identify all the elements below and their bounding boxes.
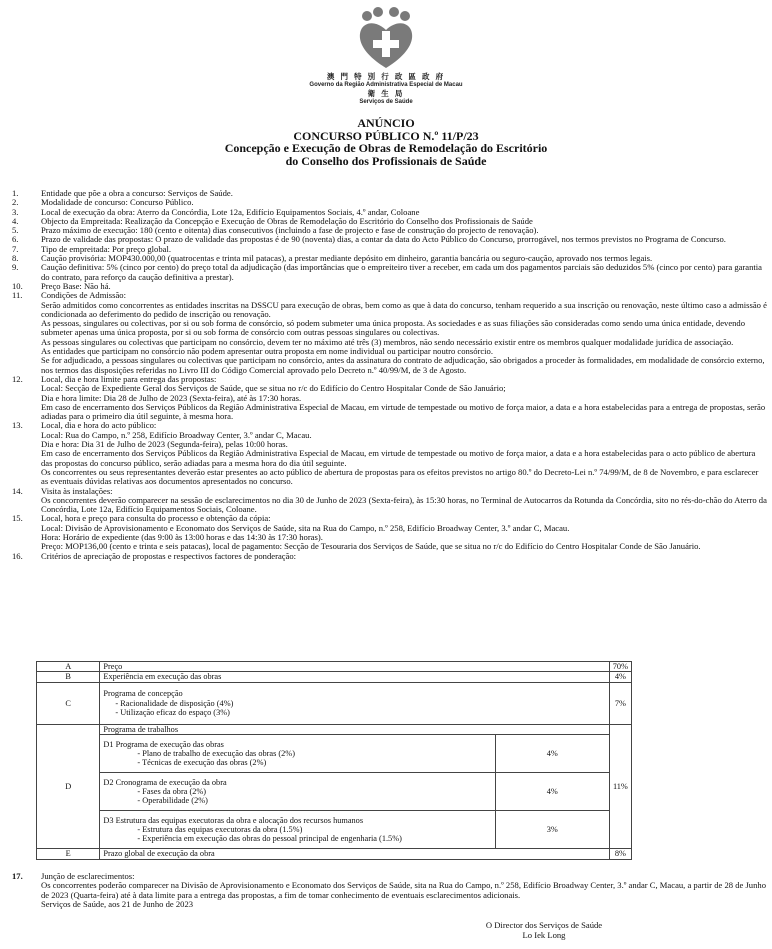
item-text: Preço Base: Não há. xyxy=(41,280,111,291)
item-paragraph: Os concorrentes deverão comparecer na sessão de esclarecimentos no dia 30 de Junho de 2023 (Sexta-feira), às 15:30 horas, no Terminal de Autocarros da Rotunda da Concórdia, sito no rés-do-chão do Aterro da Concórdia, Lote 12a, Edifício Equipamentos Sociais, Coloane. xyxy=(41,494,767,515)
item-text: Local, hora e preço para consulta do processo e obtenção da cópia: xyxy=(41,513,271,524)
criteria-table xyxy=(36,661,632,860)
item-number: 1. xyxy=(12,188,19,198)
criteria-subrow: D2 Cronograma de execução da obra - Fases da obra (2%) - Operabilidade (2%) 4% xyxy=(37,773,632,811)
gov-name-cn: 澳 門 特 別 行 政 區 政 府 xyxy=(326,72,446,81)
dept-name-cn: 衛 生 局 xyxy=(367,89,405,98)
item-number: 3. xyxy=(12,206,19,217)
criterion-pct: 70% xyxy=(609,662,631,672)
item-number: 6. xyxy=(12,234,19,245)
item-number: 4. xyxy=(12,215,19,226)
item-number: 16. xyxy=(12,550,23,561)
title-line-2: CONCURSO PÚBLICO N.º 11/P/23 xyxy=(293,128,479,143)
criterion-label: Preço xyxy=(100,662,609,672)
item-paragraph: Se for adjudicado, a pessoas singulares ou colectivas que participam no consórcio, antes da assinatura do contrato de adjudicação, são obrigados a proceder às formalidades, em modalidade de consórcio externo, nos termos das disposições referidas no Livro III do Código Comercial aprovado pelo Decreto n.º 40/99/M, de 3 de Agosto. xyxy=(41,355,765,375)
dept-name-pt: Serviços de Saúde xyxy=(359,99,413,105)
item-paragraph: Serão admitidos como concorrentes as entidades inscritas na DSSCU para execução de obras, bem como as que à data do concurso, tenham requerido a sua inscrição ou renovação, neste último caso a admissão é condicionada ao deferimento do pedido de inscrição ou renovação. xyxy=(41,299,767,319)
item-paragraph: Preço: MOP136,00 (cento e trinta e seis patacas), local de pagamento: Secção de Tesouraria dos Serviços de Saúde, que se situa no r/c do Edifício do Centro Hospitalar Conde de São Januário. xyxy=(41,541,701,552)
item-text: Condições de Admissão: xyxy=(41,290,126,301)
list-item xyxy=(12,552,767,561)
criteria-row: A Preço 70% xyxy=(37,662,632,672)
signature-name: Lo Iek Long xyxy=(522,929,566,940)
item-text: Caução definitiva: 5% (cinco por cento) do preço total da adjudicação (das importâncias que o empreiteiro tiver a receber, em cada um dos pagamentos parciais são deduzidos 5% (cinco por cento) para garantia do contrato, para reforço da caução definitiva a prestar). xyxy=(41,262,762,282)
item-17-body: Os concorrentes poderão comparecer na Divisão de Aprovisionamento e Economato dos Serviços de Saúde, sita na Rua do Campo, n.º 258, Edifício Broadway Center, 3.º andar C, Macau, a partir de 28 de Junho de 2023 (Quarta-feira) até à data limite para a entrega das propostas, a fim de tomar conhecimento de eventuais esclarecimentos adicionais. xyxy=(41,880,766,900)
items-list xyxy=(12,189,767,561)
item-paragraph: Os concorrentes ou seus representantes deverão estar presentes ao acto público de abertura de propostas para os efeitos previstos no artigo 80.º do Decreto-Lei n.º 74/99/M, de 8 de Novembro, e para esclarecer as eventuais dúvidas relativas aos documentos apresentados no concurso. xyxy=(41,466,759,487)
item-paragraph: As entidades que participam no consórcio não podem apresentar outra proposta em nome individual ou participar noutro consórcio. xyxy=(41,346,493,357)
gov-name-pt: Governo da Região Administrativa Especial de Macau xyxy=(309,82,463,88)
title-line-4: do Conselho dos Profissionais de Saúde xyxy=(285,153,487,168)
item-text: Local, dia e hora limite para entrega das propostas: xyxy=(41,373,217,384)
announcement-title xyxy=(0,117,772,167)
item-paragraph: Local: Divisão de Aprovisionamento e Economato dos Serviços de Saúde, sita na Rua do Campo, n.º 258, Edifício Broadway Center, 3.º andar C, Macau. xyxy=(41,522,570,533)
item-number: 12. xyxy=(12,373,23,384)
item-text: Entidade que põe a obra a concurso: Serviços de Saúde. xyxy=(41,188,233,198)
item-text: Tipo de empreitada: Por preço global. xyxy=(41,243,171,254)
item-number: 8. xyxy=(12,253,19,264)
item-17 xyxy=(12,872,767,909)
item-paragraph: Local: Secção de Expediente Geral dos Serviços de Saúde, que se situa no r/c do Edifício do Centro Hospitalar Conde de São Januário; xyxy=(41,383,506,394)
item-number: 17. xyxy=(12,871,23,881)
title-line-1: ANÚNCIO xyxy=(357,116,415,130)
item-number: 2. xyxy=(12,197,19,208)
item-text: Critérios de apreciação de propostas e respectivos factores de ponderação: xyxy=(41,550,297,561)
item-text: Prazo de validade das propostas: O prazo de validade das propostas é de 90 (noventa) dias, a contar da data do Acto Público do Concurso, prorrogável, nos termos previstos no Programa de Concurso. xyxy=(41,234,726,245)
item-number: 14. xyxy=(12,485,23,496)
signature xyxy=(474,921,614,941)
item-text: Objecto da Empreitada: Realização da Concepção e Execução de Obras de Remodelação do Escritório do Conselho dos Profissionais de Saúde xyxy=(41,215,533,226)
item-paragraph: Hora: Horário de expediente (das 9:00 às 13:00 horas e das 14:30 às 17:30 horas). xyxy=(41,531,323,542)
criterion-label: Programa de trabalhos xyxy=(100,724,609,734)
item-text: Prazo máximo de execução: 180 (cento e oitenta) dias consecutivos (incluindo a fase de projecto e fase de construção do projecto de renovação). xyxy=(41,225,539,236)
criterion-pct: 8% xyxy=(609,849,631,859)
signature-role: O Director dos Serviços de Saúde xyxy=(485,920,603,930)
health-services-logo-icon xyxy=(355,6,417,72)
item-paragraph: As pessoas singulares ou colectivas que participam no consórcio, devem ter no máximo até três (3) membros, não sendo necessário existir entre os membros qualquer modalidade jurídica de associação. xyxy=(41,336,734,347)
item-number: 13. xyxy=(12,420,23,431)
criterion-pct: 4% xyxy=(609,672,631,682)
item-text: Caução provisória: MOP430.000,00 (quatrocentas e trinta mil patacas), a prestar mediante depósito em dinheiro, garantia bancária ou seguro-caução, aprovado nos termos legais. xyxy=(41,253,653,264)
item-text: Local de execução da obra: Aterro da Concórdia, Lote 12a, Edifício Equipamentos Sociais, 4.º andar, Coloane xyxy=(41,206,420,217)
item-number: 5. xyxy=(12,225,19,236)
criteria-row: B Experiência em execução das obras 4% xyxy=(37,672,632,682)
item-paragraph: Dia e hora limite: Dia 28 de Julho de 2023 (Sexta-feira), até às 17:30 horas. xyxy=(41,392,302,403)
item-paragraph: Local: Rua do Campo, n.º 258, Edifício Broadway Center, 3.º andar C, Macau. xyxy=(41,429,312,440)
item-number: 15. xyxy=(12,513,23,524)
criterion-label: Programa de concepção - Racionalidade de disposição (4%) - Utilização eficaz do espaço (3%) xyxy=(100,682,609,724)
criterion-label: Prazo global de execução da obra xyxy=(100,849,609,859)
criteria-row: C Programa de concepção - Racionalidade de disposição (4%) - Utilização eficaz do espaço (3%) 7% xyxy=(37,682,632,724)
criterion-label: Experiência em execução das obras xyxy=(100,672,609,682)
item-17-date: Serviços de Saúde, aos 21 de Junho de 2023 xyxy=(41,898,194,909)
list-item xyxy=(12,263,767,282)
criteria-row: D Programa de trabalhos 11% xyxy=(37,724,632,734)
item-text: Visita às instalações: xyxy=(41,485,113,496)
title-line-3: Concepção e Execução de Obras de Remodelação do Escritório xyxy=(224,141,548,155)
item-number: 11. xyxy=(12,290,23,301)
criteria-subrow: D3 Estrutura das equipas executoras da obra e alocação dos recursos humanos - Estrutura das equipas executoras da obra (1.5%) - Experiência em execução das obras do pessoal principal de engenharia (1.5%) 3% xyxy=(37,811,632,849)
item-number: 7. xyxy=(12,243,19,254)
item-paragraph: Dia e hora: Dia 31 de Julho de 2023 (Segunda-feira), pelas 10:00 horas. xyxy=(41,439,288,450)
item-paragraph: Em caso de encerramento dos Serviços Públicos da Região Administrativa Especial de Macau, em virtude de tempestade ou motivo de força maior, a data e a hora estabelecidas para o acto público de abertura das propostas do concurso público, serão adiadas para a mesma hora do dia útil seguinte. xyxy=(41,448,756,468)
item-paragraph: As pessoas, singulares ou colectivas, por si ou sob forma de consórcio, só podem submeter uma única proposta. As sociedades e as suas filiações são consideradas como sendo uma única entidade, devendo submeter apenas uma única proposta, por si ou sob forma de consórcio com outras pessoas singulares ou colectivas. xyxy=(41,318,746,338)
item-paragraph: Em caso de encerramento dos Serviços Públicos da Região Administrativa Especial de Macau, em virtude de tempestade ou motivo de força maior, a data e a hora estabelecidas para a entrega de propostas, serão adiadas para o primeiro dia útil seguinte, à mesma hora. xyxy=(41,401,766,422)
item-text: Local, dia e hora do acto público: xyxy=(41,420,157,431)
criterion-pct: 11% xyxy=(609,724,631,848)
item-number: 10. xyxy=(12,280,23,291)
criteria-subrow: D1 Programa de execução das obras - Plano de trabalho de execução das obras (2%) - Técnicas de execução das obras (2%) 4% xyxy=(37,735,632,773)
item-text: Junção de esclarecimentos: xyxy=(41,871,135,881)
criteria-row: E Prazo global de execução da obra 8% xyxy=(37,849,632,859)
criterion-pct: 7% xyxy=(609,682,631,724)
item-text: Modalidade de concurso: Concurso Público. xyxy=(41,197,194,208)
item-number: 9. xyxy=(12,262,19,273)
